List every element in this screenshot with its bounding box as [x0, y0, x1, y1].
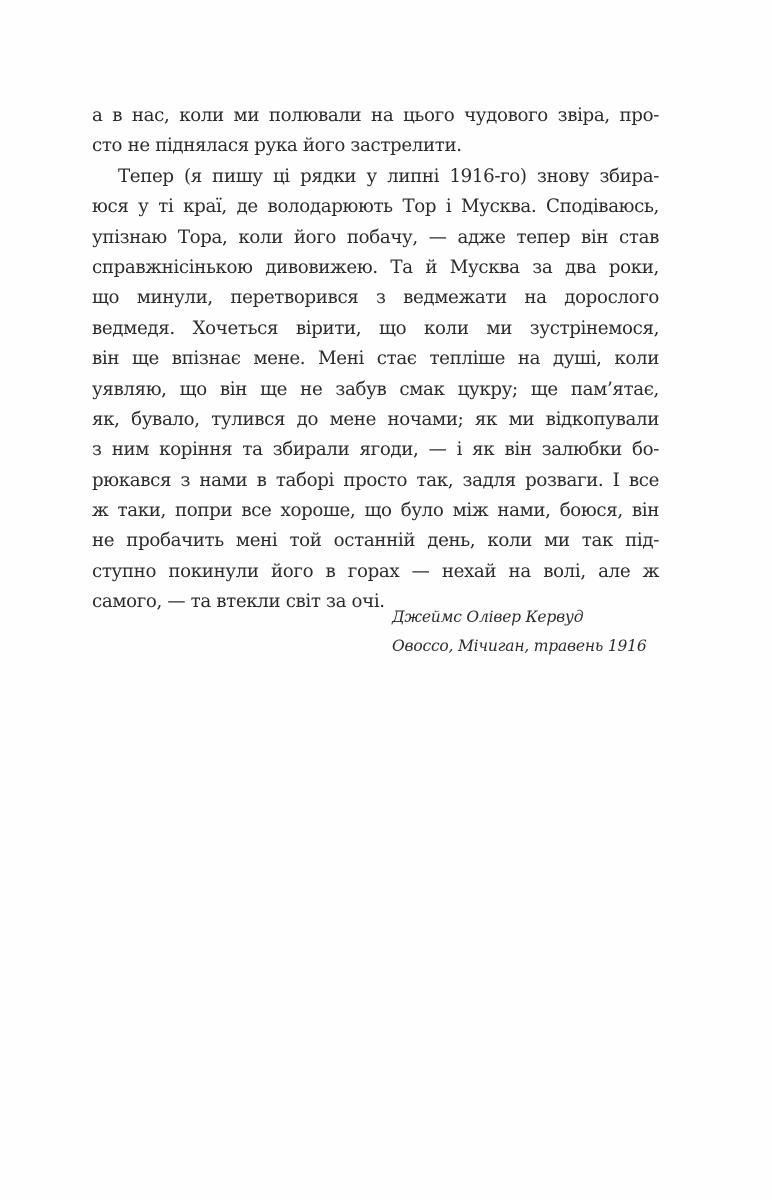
text-line: ж таки, попри все хороше, що було між нами, боюся, він [92, 500, 659, 522]
body-text [92, 101, 659, 618]
text-line: з ним коріння та збирали ягоди, — і як він залюбки бо- [92, 439, 659, 461]
text-line: самого, — та втекли світ за очі. [92, 591, 385, 613]
text-line: Тепер (я пишу ці рядки у липні 1916-го) знову збира- [118, 165, 659, 187]
text-line: уявляю, що він ще не забув смак цукру; ще пам’ятає, [92, 378, 659, 400]
text-line: справжнісінькою дивовижею. Та й Мусква за два роки, [92, 256, 659, 278]
text-line: як, бувало, тулився до мене ночами; як ми відкопували [92, 408, 659, 430]
text-line: він ще впізнає мене. Мені стає тепліше на душі, коли [92, 348, 659, 370]
text-line: ведмедя. Хочеться вірити, що коли ми зустрінемося, [92, 317, 659, 339]
text-line: ступно покинули його в горах — нехай на волі, але ж [92, 560, 659, 582]
text-line: що минули, перетворився з ведмежати на дорослого [92, 287, 659, 309]
signature-block [392, 603, 646, 661]
text-line: юся у ті краї, де володарюють Тор і Мусква. Сподіваюсь, [92, 196, 659, 218]
text-line: сто не піднялася рука його застрелити. [92, 135, 462, 157]
text-line: не пробачить мені той останній день, коли ми так під- [92, 530, 659, 552]
text-line: упізнаю Тора, коли його побачу, — адже тепер він став [92, 226, 659, 248]
author-name: Джеймс Олівер Кервуд [392, 608, 584, 626]
text-line: а в нас, коли ми полювали на цього чудового звіра, про- [92, 105, 659, 126]
text-line: рюкався з нами в таборі просто так, задля розваги. І все [92, 469, 659, 491]
place-and-date: Овоссо, Мічиган, травень 1916 [392, 637, 647, 655]
